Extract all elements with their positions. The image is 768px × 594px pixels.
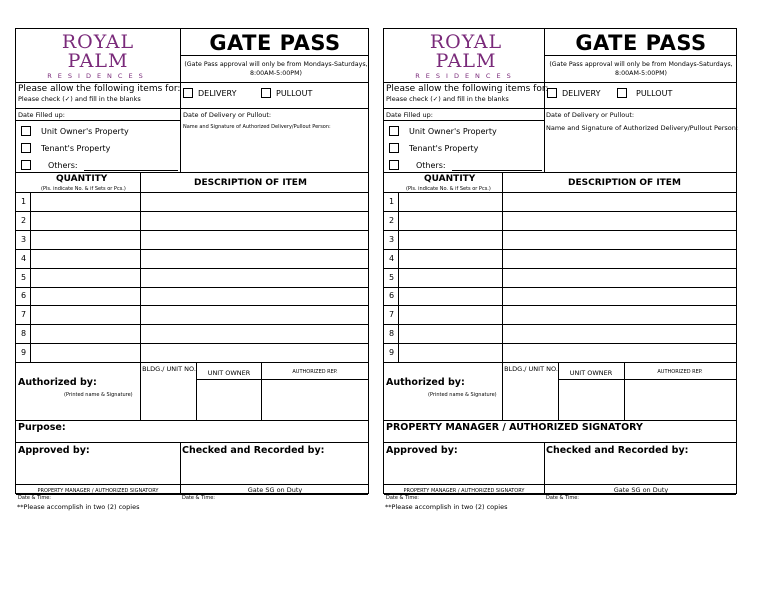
others-checkbox[interactable] — [21, 160, 31, 170]
date-time-label: Date & Time: — [546, 495, 579, 501]
pullout-checkbox[interactable] — [617, 88, 627, 98]
date-delivery-label: Date of Delivery or Pullout: — [546, 111, 635, 119]
row-number: 1 — [389, 197, 395, 206]
others-label: Others: — [416, 161, 446, 170]
tenant-property-checkbox[interactable] — [21, 143, 31, 153]
row-number: 4 — [21, 254, 27, 263]
row-number: 6 — [389, 291, 395, 300]
row-number: 8 — [389, 329, 395, 338]
row-number: 8 — [21, 329, 27, 338]
row-number: 3 — [21, 235, 27, 244]
date-filled-label: Date Filled up: — [386, 111, 433, 119]
description-header: DESCRIPTION OF ITEM — [194, 178, 307, 188]
row-number: 7 — [21, 310, 27, 319]
gate-pass-form-right — [383, 28, 739, 501]
authorized-rep-header: AUTHORIZED REP. — [657, 369, 703, 375]
unit-owner-header: UNIT OWNER — [569, 369, 613, 377]
unit-owner-property-checkbox[interactable] — [21, 126, 31, 136]
name-signature-label: Name and Signature of Authorized Delivery/Pullout Person: — [183, 124, 331, 130]
delivery-checkbox[interactable] — [547, 88, 557, 98]
tenant-property-checkbox[interactable] — [389, 143, 399, 153]
quantity-header: QUANTITY — [56, 174, 108, 184]
row-number: 2 — [389, 216, 395, 225]
authorized-rep-header: AUTHORIZED REP. — [292, 369, 338, 375]
checked-recorded-label: Checked and Recorded by: — [182, 445, 325, 456]
date-time-label: Date & Time: — [18, 495, 51, 501]
row-number: 3 — [389, 235, 395, 244]
row-number: 2 — [21, 216, 27, 225]
unit-owner-header: UNIT OWNER — [207, 369, 251, 377]
row-number: 9 — [389, 348, 395, 357]
description-header: DESCRIPTION OF ITEM — [568, 178, 681, 188]
tenant-property-label: Tenant's Property — [41, 144, 111, 153]
printed-name-note: (Printed name & Signature) — [428, 392, 497, 398]
row-number: 9 — [21, 348, 27, 357]
tenant-property-label: Tenant's Property — [409, 144, 479, 153]
approved-by-label: Approved by: — [386, 445, 458, 456]
printed-name-note: (Printed name & Signature) — [64, 392, 133, 398]
unit-owner-property-label: Unit Owner's Property — [41, 127, 129, 136]
date-time-label: Date & Time: — [386, 495, 419, 501]
pullout-label: PULLOUT — [636, 89, 673, 98]
page-title: GATE PASS — [209, 31, 341, 55]
date-filled-label: Date Filled up: — [18, 111, 65, 119]
others-blank[interactable] — [452, 170, 542, 171]
row-number: 7 — [389, 310, 395, 319]
approval-note: (Gate Pass approval will only be from Mondays-Saturdays, 8:00AM-5:00PM) — [549, 61, 733, 77]
others-checkbox[interactable] — [389, 160, 399, 170]
allow-text: Please allow the following items for: — [18, 84, 181, 94]
row-number: 5 — [21, 273, 27, 282]
authorized-by-label: Authorized by: — [386, 377, 465, 388]
authorized-by-label: Authorized by: — [18, 377, 97, 388]
others-label: Others: — [48, 161, 78, 170]
row-number: 5 — [389, 273, 395, 282]
checked-recorded-label: Checked and Recorded by: — [546, 445, 689, 456]
bldg-unit-header: BLDG./ UNIT NO. — [504, 365, 558, 373]
page-title: GATE PASS — [575, 31, 707, 55]
delivery-label: DELIVERY — [562, 89, 601, 98]
royal-palm-logo: ROYAL PALM RESIDENCES — [47, 31, 149, 80]
gate-pass-form-left — [15, 28, 369, 501]
footnote: **Please accomplish in two (2) copies — [17, 503, 140, 511]
unit-owner-property-label: Unit Owner's Property — [409, 127, 497, 136]
approved-by-label: Approved by: — [18, 445, 90, 456]
bldg-unit-header: BLDG./ UNIT NO. — [142, 365, 196, 373]
guard-label: Gate SG on Duty — [247, 486, 303, 494]
property-manager-heading: PROPERTY MANAGER / AUTHORIZED SIGNATORY — [386, 422, 643, 433]
quantity-hint: (Pls. indicate No. & if Sets or Pcs.) — [406, 186, 491, 192]
date-delivery-label: Date of Delivery or Pullout: — [183, 111, 272, 119]
royal-palm-logo: ROYAL PALM RESIDENCES — [415, 31, 517, 80]
name-signature-label: Name and Signature of Authorized Delivery/Pullout Person: — [546, 124, 739, 132]
purpose-label: Purpose: — [18, 422, 66, 433]
row-number: 6 — [21, 291, 27, 300]
quantity-header: QUANTITY — [424, 174, 476, 184]
pullout-checkbox[interactable] — [261, 88, 271, 98]
row-number: 4 — [389, 254, 395, 263]
pullout-label: PULLOUT — [276, 89, 313, 98]
footnote: **Please accomplish in two (2) copies — [385, 503, 508, 511]
row-number: 1 — [21, 197, 27, 206]
others-blank[interactable] — [84, 170, 178, 171]
date-time-label: Date & Time: — [182, 495, 215, 501]
unit-owner-property-checkbox[interactable] — [389, 126, 399, 136]
signatory-label: PROPERTY MANAGER / AUTHORIZED SIGNATORY — [403, 488, 525, 494]
signatory-label: PROPERTY MANAGER / AUTHORIZED SIGNATORY — [37, 488, 159, 494]
approval-note: (Gate Pass approval will only be from Mondays-Saturdays, 8:00AM-5:00PM) — [184, 61, 368, 77]
quantity-hint: (Pls. indicate No. & if Sets or Pcs.) — [41, 186, 126, 192]
check-instruction: Please check (✓) and fill in the blanks — [386, 95, 509, 103]
guard-label: Gate SG on Duty — [613, 486, 669, 494]
allow-text: Please allow the following items for: — [386, 84, 549, 94]
delivery-label: DELIVERY — [198, 89, 237, 98]
delivery-checkbox[interactable] — [183, 88, 193, 98]
check-instruction: Please check (✓) and fill in the blanks — [18, 95, 141, 103]
